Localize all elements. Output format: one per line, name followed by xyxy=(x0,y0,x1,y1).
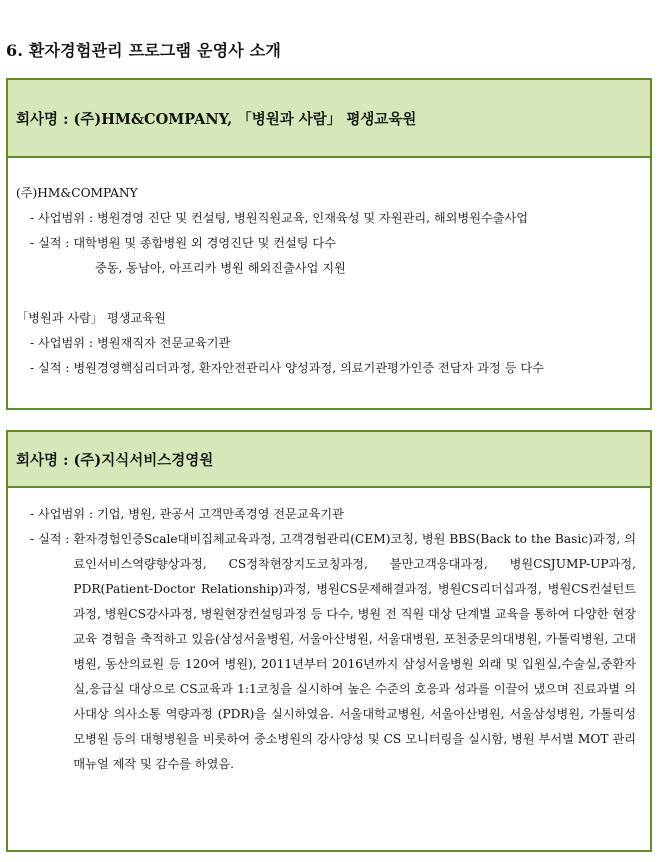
ksm-achievement-text: 환자경험인증Scale대비집체교육과정, 고객경험관리(CEM)코칭, 병원 BBS(Back to the Basic)과정, 의료인서비스역량향상과정, CS정착현장지도코칭과정, 불만고객응대과정, 병원CSJUMP-UP과정, PDR(Patient-Doctor Relationship)과정, 병원CS문제해결과정, 병원CS리더십과정, 병원CS컨설턴트과정, 병원CS강사과정, 병원현장컨설팅과정 등 다수, 병원 전 직원 대상 단계별 교육을 통하여 다양한 현장교육 경험을 축적하고 있음(삼성서울병원, 서울아산병원, 서울대병원, 포천중문의대병원, 가톨릭병원, 고대병원, 동산의료원 등 120여 병원), 2011년부터 2016년까지 삼성서울병원 외래 및 입원실,수술실,중환자실,응급실 대상으로 CS교육과 1:1코칭을 실시하여 높은 수준의 호응과 성과를 이끌어 냈으며 진료과별 의사대상 의사소통 역량과정 (PDR)을 실시하였음. 서울대학교병원, 서울아산병원, 서울삼성병원, 가톨릭성모병원 등의 대형병원을 비롯하여 중소병원의 강사양성 및 CS 모니터링을 실시함, 병원 부서별 MOT 관리 매뉴얼 제작 및 감수를 하였음. xyxy=(73,532,636,771)
ksm-business-scope: - 사업범위 : 기업, 병원, 관공서 고객만족경영 전문교육기관 xyxy=(30,507,344,521)
edu-business-scope: - 사업범위 : 병원재직자 전문교육기관 xyxy=(30,336,231,350)
company-hm-header: 회사명 : (주)HM&COMPANY, 「병원과 사람」 평생교육원 xyxy=(8,80,650,158)
company-ksm-body xyxy=(8,488,650,777)
spacer xyxy=(16,281,646,306)
company-hm-body xyxy=(8,158,650,381)
ksm-achievement-label: - 실적 : xyxy=(30,532,74,546)
company-ksm-header: 회사명 : (주)지식서비스경영원 xyxy=(8,432,650,488)
ksm-achievement xyxy=(16,527,646,777)
company-ksm-box xyxy=(6,430,652,852)
edu-institute-name: 「병원과 사람」 평생교육원 xyxy=(16,311,166,325)
hm-achievement-2: 중동, 동남아, 아프리카 병원 해외진출사업 지원 xyxy=(95,261,346,275)
section-title: 6. 환자경험관리 프로그램 운영사 소개 xyxy=(6,41,282,60)
hm-company-name: (주)HM&COMPANY xyxy=(16,186,138,200)
edu-achievement: - 실적 : 병원경영핵심리더과정, 환자안전관리사 양성과정, 의료기관평가인증 전담자 과정 등 다수 xyxy=(30,361,544,375)
hm-achievement-1: - 실적 : 대학병원 및 종합병원 외 경영진단 및 컨설팅 다수 xyxy=(30,236,336,250)
company-hm-box xyxy=(6,78,652,410)
hm-business-scope: - 사업범위 : 병원경영 진단 및 컨설팅, 병원직원교육, 인재육성 및 자원관리, 해외병원수출사업 xyxy=(30,211,529,225)
